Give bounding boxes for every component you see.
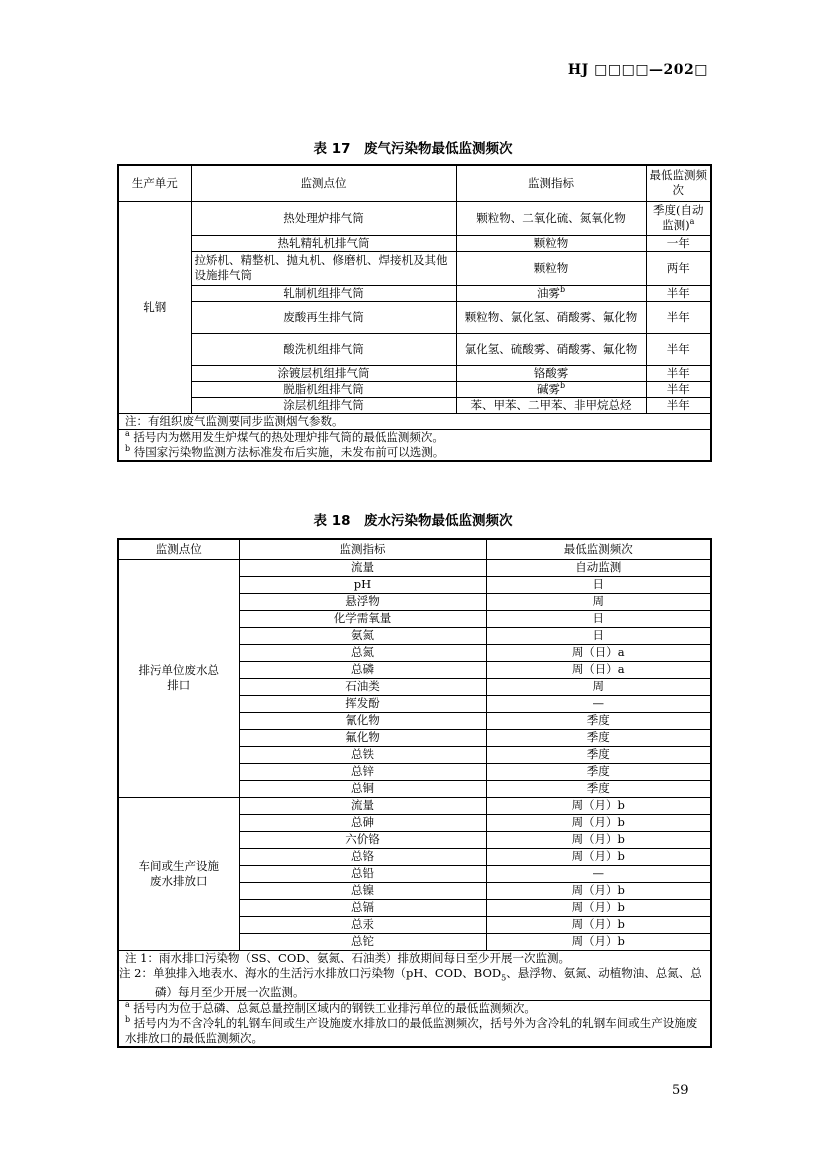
production-unit-cell: 轧钢 — [118, 201, 191, 413]
table-cell: 颗粒物 — [456, 251, 646, 285]
table17-caption: 表 17 废气污染物最低监测频次 — [313, 141, 513, 157]
table-cell: 挥发酚 — [239, 695, 486, 712]
table-cell: 半年 — [646, 333, 711, 365]
table-cell: 氟化物 — [239, 729, 486, 746]
table-cell: 周（月）b — [486, 933, 711, 950]
table-cell: 季度(自动监测)$^a$ — [646, 201, 711, 235]
table-note: 注 1：雨水排口污染物（SS、COD、氨氮、石油类）排放期间每日至少开展一次监测。 — [118, 950, 711, 966]
table-cell: 季度 — [486, 712, 711, 729]
table-cell: 周 — [486, 678, 711, 695]
header-cell: 最低监测频次 — [646, 165, 711, 201]
table-cell: 氯化氢、硫酸雾、硝酸雾、氟化物 — [456, 333, 646, 365]
table-cell: 涂层机组排气筒 — [191, 397, 456, 413]
table-note: $^b$ 待国家污染物监测方法标准发布后实施，未发布前可以选测。 — [118, 445, 711, 461]
page-number: 59 — [672, 1083, 689, 1098]
table-cell: 总氮 — [239, 644, 486, 661]
table-cell: 周（月）b — [486, 916, 711, 933]
table-cell: 总镍 — [239, 882, 486, 899]
table-cell: 脱脂机组排气筒 — [191, 381, 456, 397]
table-cell: 自动监测 — [486, 559, 711, 576]
table-cell: 六价铬 — [239, 831, 486, 848]
table17 — [117, 164, 712, 462]
table-cell: 氨氮 — [239, 627, 486, 644]
table-cell: 氰化物 — [239, 712, 486, 729]
header-cell: 监测指标 — [239, 539, 486, 559]
table-note: $^a$ 括号内为燃用发生炉煤气的热处理炉排气筒的最低监测频次。 — [118, 429, 711, 445]
header-cell: 最低监测频次 — [486, 539, 711, 559]
table-cell: 半年 — [646, 381, 711, 397]
header-cell: 监测指标 — [456, 165, 646, 201]
table-cell: 周（月）b — [486, 848, 711, 865]
monitoring-point-cell: 排污单位废水总排口 — [118, 559, 239, 797]
table-cell: 涂镀层机组排气筒 — [191, 365, 456, 381]
table-cell: 总铜 — [239, 780, 486, 797]
table-note: $^b$ 括号内为不含冷轧的轧钢车间或生产设施废水排放口的最低监测频次，括号外为含冷轧的轧钢车间或生产设施废水排放口的最低监测频次。 — [118, 1016, 711, 1047]
table-cell: 季度 — [486, 780, 711, 797]
table-cell: 总铬 — [239, 848, 486, 865]
table-cell: 碱雾$^b$ — [456, 381, 646, 397]
header-cell: 监测点位 — [191, 165, 456, 201]
table-cell: 周（月）b — [486, 831, 711, 848]
table-cell: 半年 — [646, 365, 711, 381]
table-cell: 石油类 — [239, 678, 486, 695]
table-cell: 油雾$^b$ — [456, 285, 646, 301]
table-cell: 热轧精轧机排气筒 — [191, 235, 456, 251]
table-cell: 酸洗机组排气筒 — [191, 333, 456, 365]
table-cell: 周（月）b — [486, 899, 711, 916]
table-cell: 周（月）b — [486, 814, 711, 831]
table-cell: 悬浮物 — [239, 593, 486, 610]
table-cell: 轧制机组排气筒 — [191, 285, 456, 301]
header-cell: 监测点位 — [118, 539, 239, 559]
table-cell: pH — [239, 576, 486, 593]
table-cell: 周（月）b — [486, 882, 711, 899]
table-cell: 颗粒物、氯化氢、硝酸雾、氟化物 — [456, 301, 646, 333]
table18 — [117, 538, 712, 1048]
monitoring-point-cell: 车间或生产设施废水排放口 — [118, 797, 239, 950]
table-cell: 周 — [486, 593, 711, 610]
table-cell: 半年 — [646, 397, 711, 413]
table-cell: 一年 — [646, 235, 711, 251]
table-cell: 两年 — [646, 251, 711, 285]
table-note: 注 2：单独排入地表水、海水的生活污水排放口污染物（pH、COD、$BOD_5$、悬浮物、氨氮、动植物油、总氮、总磷）每月至少开展一次监测。 — [118, 966, 711, 1001]
table-cell: 苯、甲苯、二甲苯、非甲烷总烃 — [456, 397, 646, 413]
table-cell: 季度 — [486, 763, 711, 780]
table-cell: 流量 — [239, 559, 486, 576]
table-cell: 废酸再生排气筒 — [191, 301, 456, 333]
table-cell: 总汞 — [239, 916, 486, 933]
table-cell: 日 — [486, 627, 711, 644]
table-cell: 总镉 — [239, 899, 486, 916]
table-cell: 铬酸雾 — [456, 365, 646, 381]
table-cell: — — [486, 865, 711, 882]
table-cell: 总铁 — [239, 746, 486, 763]
table-cell: 拉矫机、精整机、抛丸机、修磨机、焊接机及其他设施排气筒 — [191, 251, 456, 285]
table-cell: 周（日）a — [486, 644, 711, 661]
header-cell: 生产单元 — [118, 165, 191, 201]
table-cell: 半年 — [646, 285, 711, 301]
table-cell: 总铅 — [239, 865, 486, 882]
table-cell: 热处理炉排气筒 — [191, 201, 456, 235]
table-cell: 周（月）b — [486, 797, 711, 814]
table-cell: 颗粒物 — [456, 235, 646, 251]
table-cell: 流量 — [239, 797, 486, 814]
table-cell: 日 — [486, 576, 711, 593]
table-cell: 总锌 — [239, 763, 486, 780]
table-cell: 季度 — [486, 746, 711, 763]
table-cell: 半年 — [646, 301, 711, 333]
table-cell: 化学需氧量 — [239, 610, 486, 627]
table-cell: 总铊 — [239, 933, 486, 950]
table-cell: — — [486, 695, 711, 712]
table-cell: 颗粒物、二氧化硫、氮氧化物 — [456, 201, 646, 235]
table-cell: 日 — [486, 610, 711, 627]
table-note: 注：有组织废气监测要同步监测烟气参数。 — [118, 413, 711, 429]
document-header: HJ □□□□—202□ — [567, 62, 708, 78]
table-cell: 周（日）a — [486, 661, 711, 678]
table-cell: 季度 — [486, 729, 711, 746]
table-cell: 总砷 — [239, 814, 486, 831]
table18-caption: 表 18 废水污染物最低监测频次 — [313, 513, 513, 529]
table-cell: 总磷 — [239, 661, 486, 678]
table-note: $^a$ 括号内为位于总磷、总氮总量控制区域内的钢铁工业排污单位的最低监测频次。 — [118, 1000, 711, 1016]
